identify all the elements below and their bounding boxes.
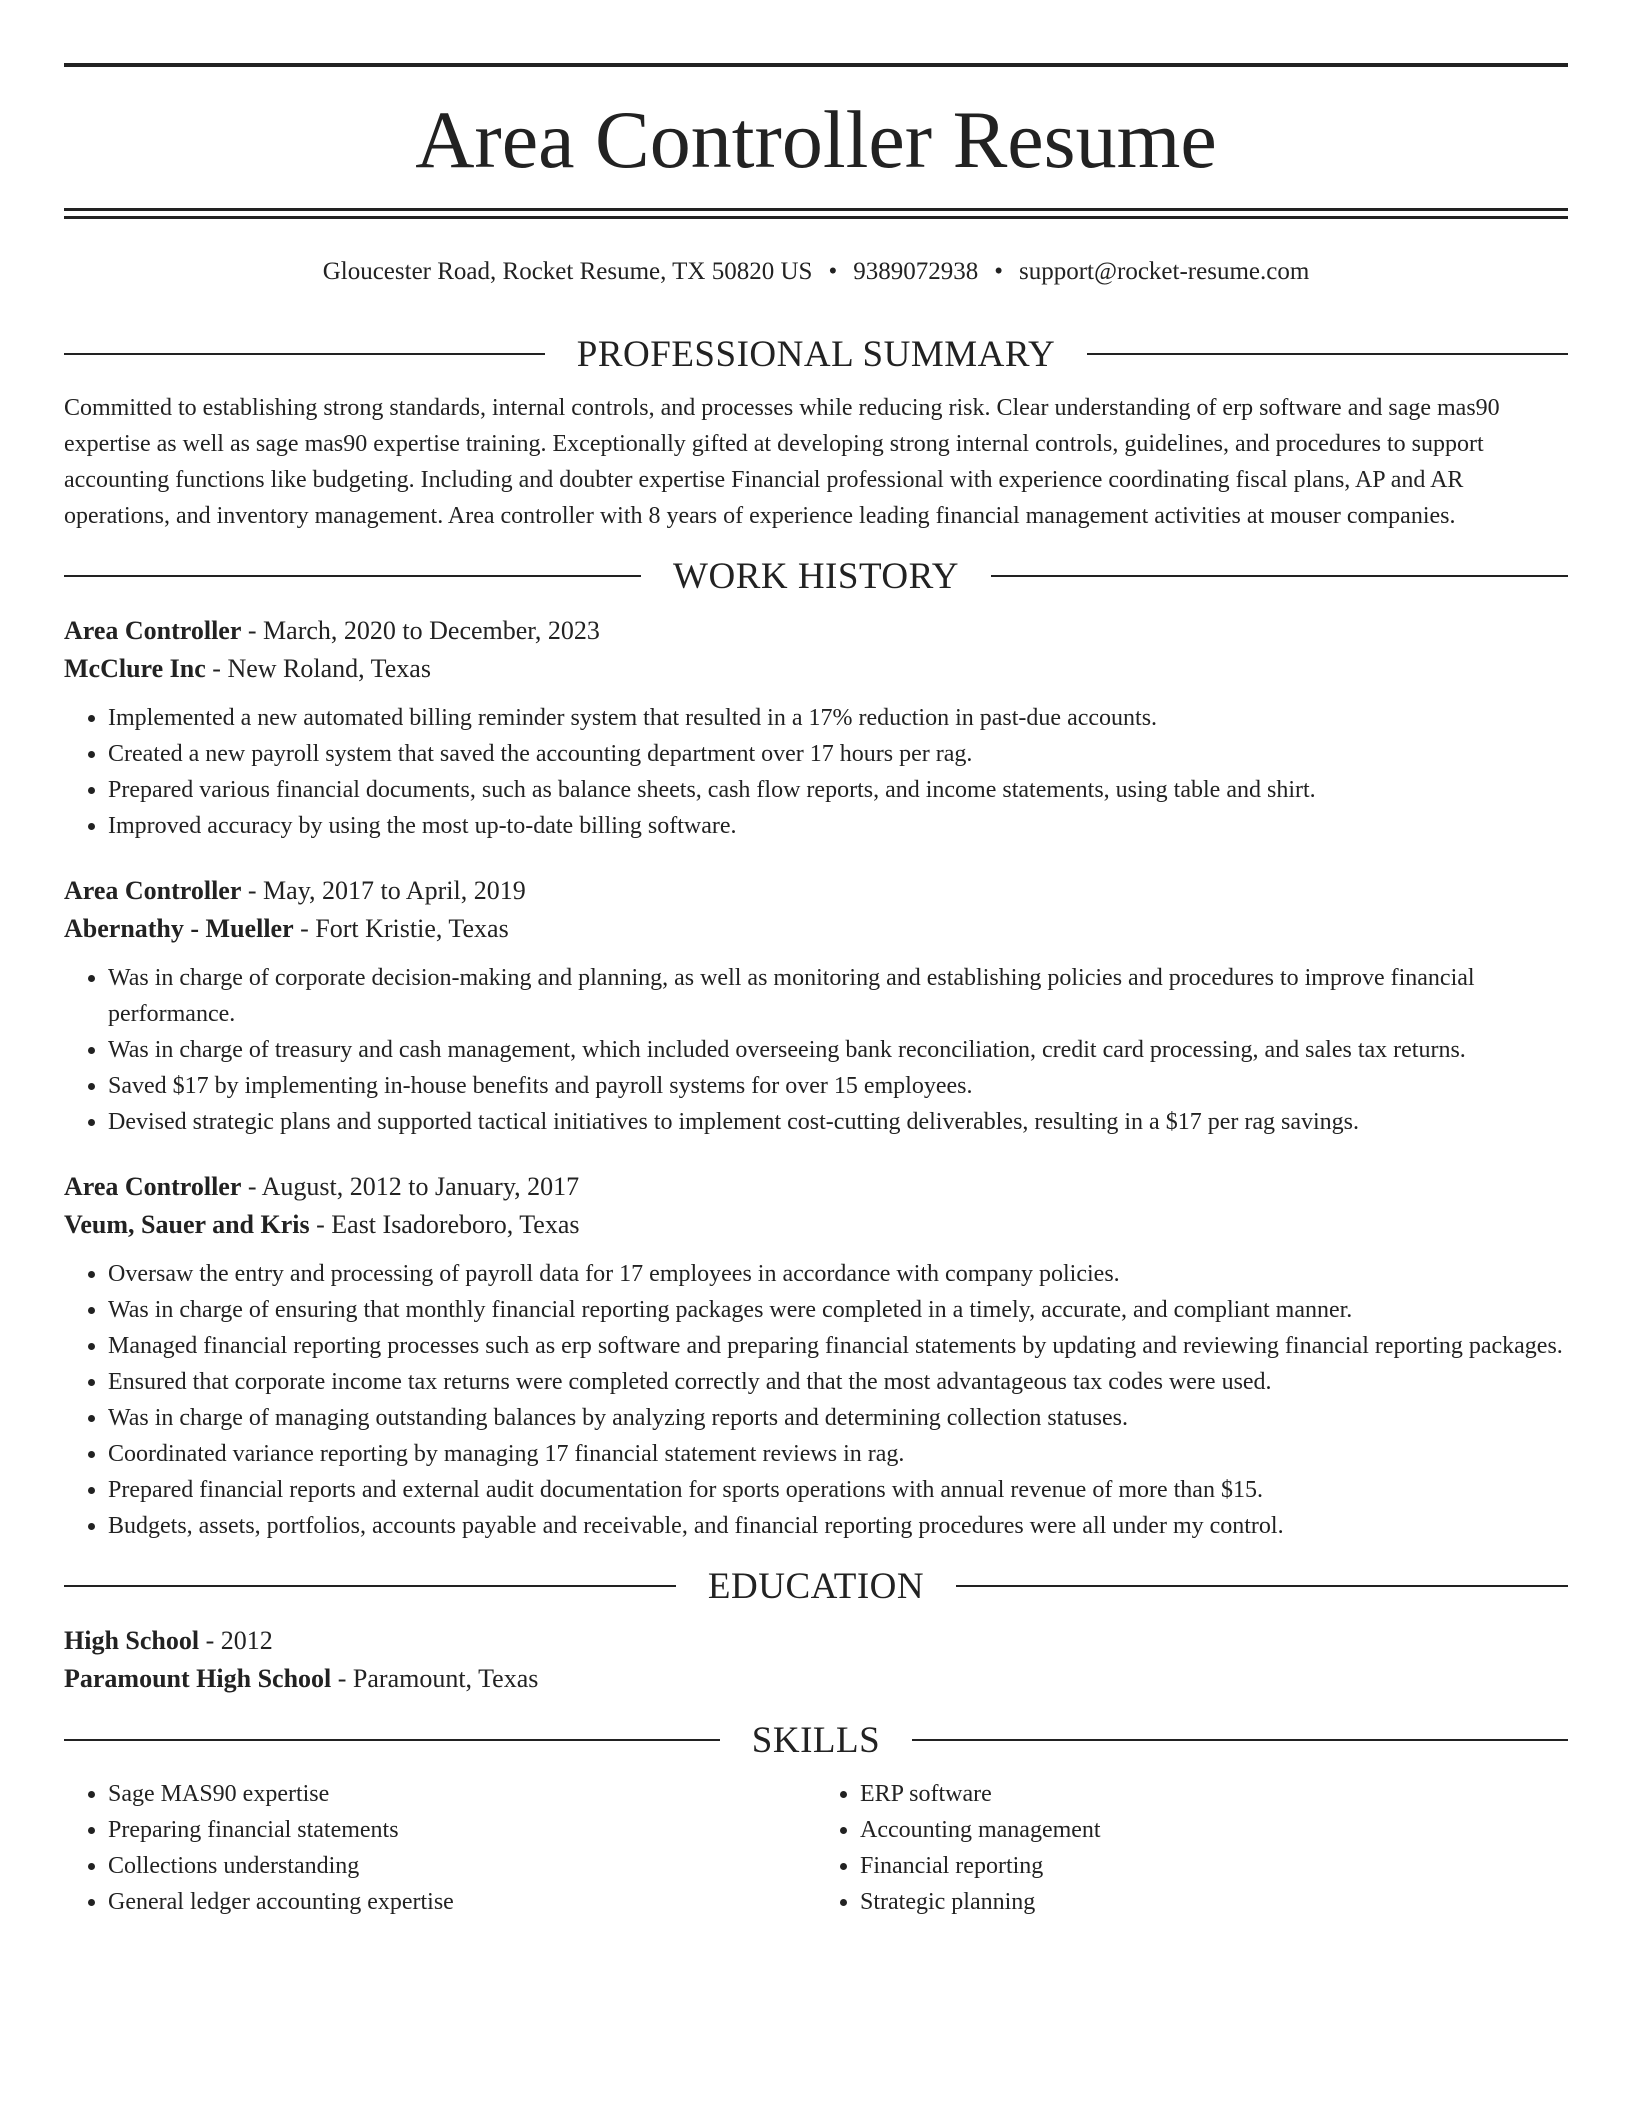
- header-double-rule-lower: [64, 216, 1568, 219]
- section-title: EDUCATION: [707, 1565, 925, 1607]
- list-item: • Improved accuracy by using the most up-to-date billing software.: [108, 808, 1568, 844]
- list-item: • Ensured that corporate income tax returns were completed correctly and that the most advantageous tax codes were used.: [108, 1364, 1568, 1400]
- section-rule-left: [64, 1585, 676, 1587]
- job-title-line: [64, 1168, 1568, 1206]
- section-rule-left: [64, 353, 545, 355]
- list-item: • Implemented a new automated billing reminder system that resulted in a 17% reduction in past-due accounts.: [108, 700, 1568, 736]
- job-company-line: [64, 1206, 1568, 1244]
- job-company: McClure Inc: [64, 654, 206, 683]
- job-location: - New Roland, Texas: [205, 654, 431, 683]
- job-title-line: [64, 612, 1568, 650]
- job-dates: - March, 2020 to December, 2023: [241, 616, 600, 645]
- section-title: PROFESSIONAL SUMMARY: [576, 333, 1056, 375]
- job-dates: - May, 2017 to April, 2019: [241, 876, 526, 905]
- list-item: • Prepared financial reports and external audit documentation for sports operations with annual revenue of more than $15.: [108, 1472, 1568, 1508]
- section-header-work-history: [64, 552, 1568, 600]
- job-location: - East Isadoreboro, Texas: [309, 1210, 580, 1239]
- section-rule-right: [991, 575, 1568, 577]
- skill-item: • Sage MAS90 expertise: [108, 1776, 816, 1812]
- work-history-list: [64, 612, 1568, 1544]
- job-entry: [64, 612, 1568, 844]
- skills-column-right: [816, 1776, 1568, 1920]
- list-item: • Oversaw the entry and processing of payroll data for 17 employees in accordance with company policies.: [108, 1256, 1568, 1292]
- skill-item: • Accounting management: [860, 1812, 1568, 1848]
- section-rule-right: [912, 1739, 1568, 1741]
- skill-item: • Preparing financial statements: [108, 1812, 816, 1848]
- job-bullets: [64, 960, 1568, 1140]
- list-item: • Coordinated variance reporting by managing 17 financial statement reviews in rag.: [108, 1436, 1568, 1472]
- job-title: Area Controller: [64, 616, 242, 645]
- education-degree: High School: [64, 1626, 200, 1655]
- contact-separator: •: [828, 258, 838, 285]
- job-entry: [64, 1168, 1568, 1544]
- education-year: - 2012: [199, 1626, 273, 1655]
- education-school-line: [64, 1660, 1568, 1698]
- skill-item: • Collections understanding: [108, 1848, 816, 1884]
- contact-separator: •: [994, 258, 1003, 285]
- list-item: • Created a new payroll system that saved the accounting department over 17 hours per rag.: [108, 736, 1568, 772]
- header-double-rule-upper: [64, 208, 1568, 211]
- list-item: • Was in charge of managing outstanding balances by analyzing reports and determining collection statuses.: [108, 1400, 1568, 1436]
- summary-text: Committed to establishing strong standards, internal controls, and processes while reducing risk. Clear understanding of erp software and sage mas90 expertise as well as sage mas90 expertise training. Exceptionally gifted at developing strong internal controls, guidelines, and procedures to support accounting functions like budgeting. Including and doubter expertise Financial professional with experience coordinating fiscal plans, AP and AR operations, and inventory management. Area controller with 8 years of experience leading financial management activities at mouser companies.: [64, 395, 1500, 529]
- job-company: Abernathy - Mueller: [64, 914, 294, 943]
- section-rule-left: [64, 1739, 720, 1741]
- list-item: • Managed financial reporting processes such as erp software and preparing financial statements by updating and reviewing financial reporting packages.: [108, 1328, 1568, 1364]
- section-header-skills: [64, 1716, 1568, 1764]
- resume-content: [64, 330, 1568, 1920]
- list-item: • Was in charge of treasury and cash management, which included overseeing bank reconciliation, credit card processing, and sales tax returns.: [108, 1032, 1568, 1068]
- job-location: - Fort Kristie, Texas: [293, 914, 509, 943]
- job-company-line: [64, 650, 1568, 688]
- job-title: Area Controller: [64, 1172, 242, 1201]
- education-degree-line: [64, 1622, 1568, 1660]
- list-item: • Was in charge of ensuring that monthly financial reporting packages were completed in a timely, accurate, and compliant manner.: [108, 1292, 1568, 1328]
- list-item: • Devised strategic plans and supported tactical initiatives to implement cost-cutting deliverables, resulting in a $17 per rag savings.: [108, 1104, 1568, 1140]
- contact-phone: 9389072938: [853, 258, 979, 285]
- section-header-education: [64, 1562, 1568, 1610]
- list-item: • Was in charge of corporate decision-making and planning, as well as monitoring and establishing policies and procedures to improve financial performance.: [108, 960, 1568, 1032]
- header-top-rule: [64, 63, 1568, 67]
- section-title: WORK HISTORY: [673, 555, 959, 597]
- education-school: Paramount High School: [64, 1664, 332, 1693]
- contact-address: Gloucester Road, Rocket Resume, TX 50820 US: [322, 258, 813, 285]
- job-bullets: [64, 1256, 1568, 1544]
- contact-email: support@rocket-resume.com: [1018, 258, 1310, 285]
- list-item: • Budgets, assets, portfolios, accounts payable and receivable, and financial reporting procedures were all under my control.: [108, 1508, 1568, 1544]
- section-rule-right: [1087, 353, 1568, 355]
- section-rule-left: [64, 575, 641, 577]
- skill-item: • ERP software: [860, 1776, 1568, 1812]
- job-entry: [64, 872, 1568, 1140]
- skill-item: • Strategic planning: [860, 1884, 1568, 1920]
- job-dates: - August, 2012 to January, 2017: [241, 1172, 580, 1201]
- section-header-summary: [64, 330, 1568, 378]
- contact-line: [64, 254, 1568, 290]
- job-title-line: [64, 872, 1568, 910]
- education-entry: [64, 1622, 1568, 1698]
- job-company-line: [64, 910, 1568, 948]
- job-bullets: [64, 700, 1568, 844]
- list-item: • Prepared various financial documents, such as balance sheets, cash flow reports, and income statements, using table and shirt.: [108, 772, 1568, 808]
- skill-item: • Financial reporting: [860, 1848, 1568, 1884]
- list-item: • Saved $17 by implementing in-house benefits and payroll systems for over 15 employees.: [108, 1068, 1568, 1104]
- job-company: Veum, Sauer and Kris: [64, 1210, 310, 1239]
- section-rule-right: [956, 1585, 1568, 1587]
- skills-column-left: [64, 1776, 816, 1920]
- page-title: Area Controller Resume: [415, 94, 1217, 185]
- skill-item: • General ledger accounting expertise: [108, 1884, 816, 1920]
- section-title: SKILLS: [751, 1719, 881, 1761]
- job-title: Area Controller: [64, 876, 242, 905]
- education-location: - Paramount, Texas: [331, 1664, 539, 1693]
- skills-list: [64, 1776, 1568, 1920]
